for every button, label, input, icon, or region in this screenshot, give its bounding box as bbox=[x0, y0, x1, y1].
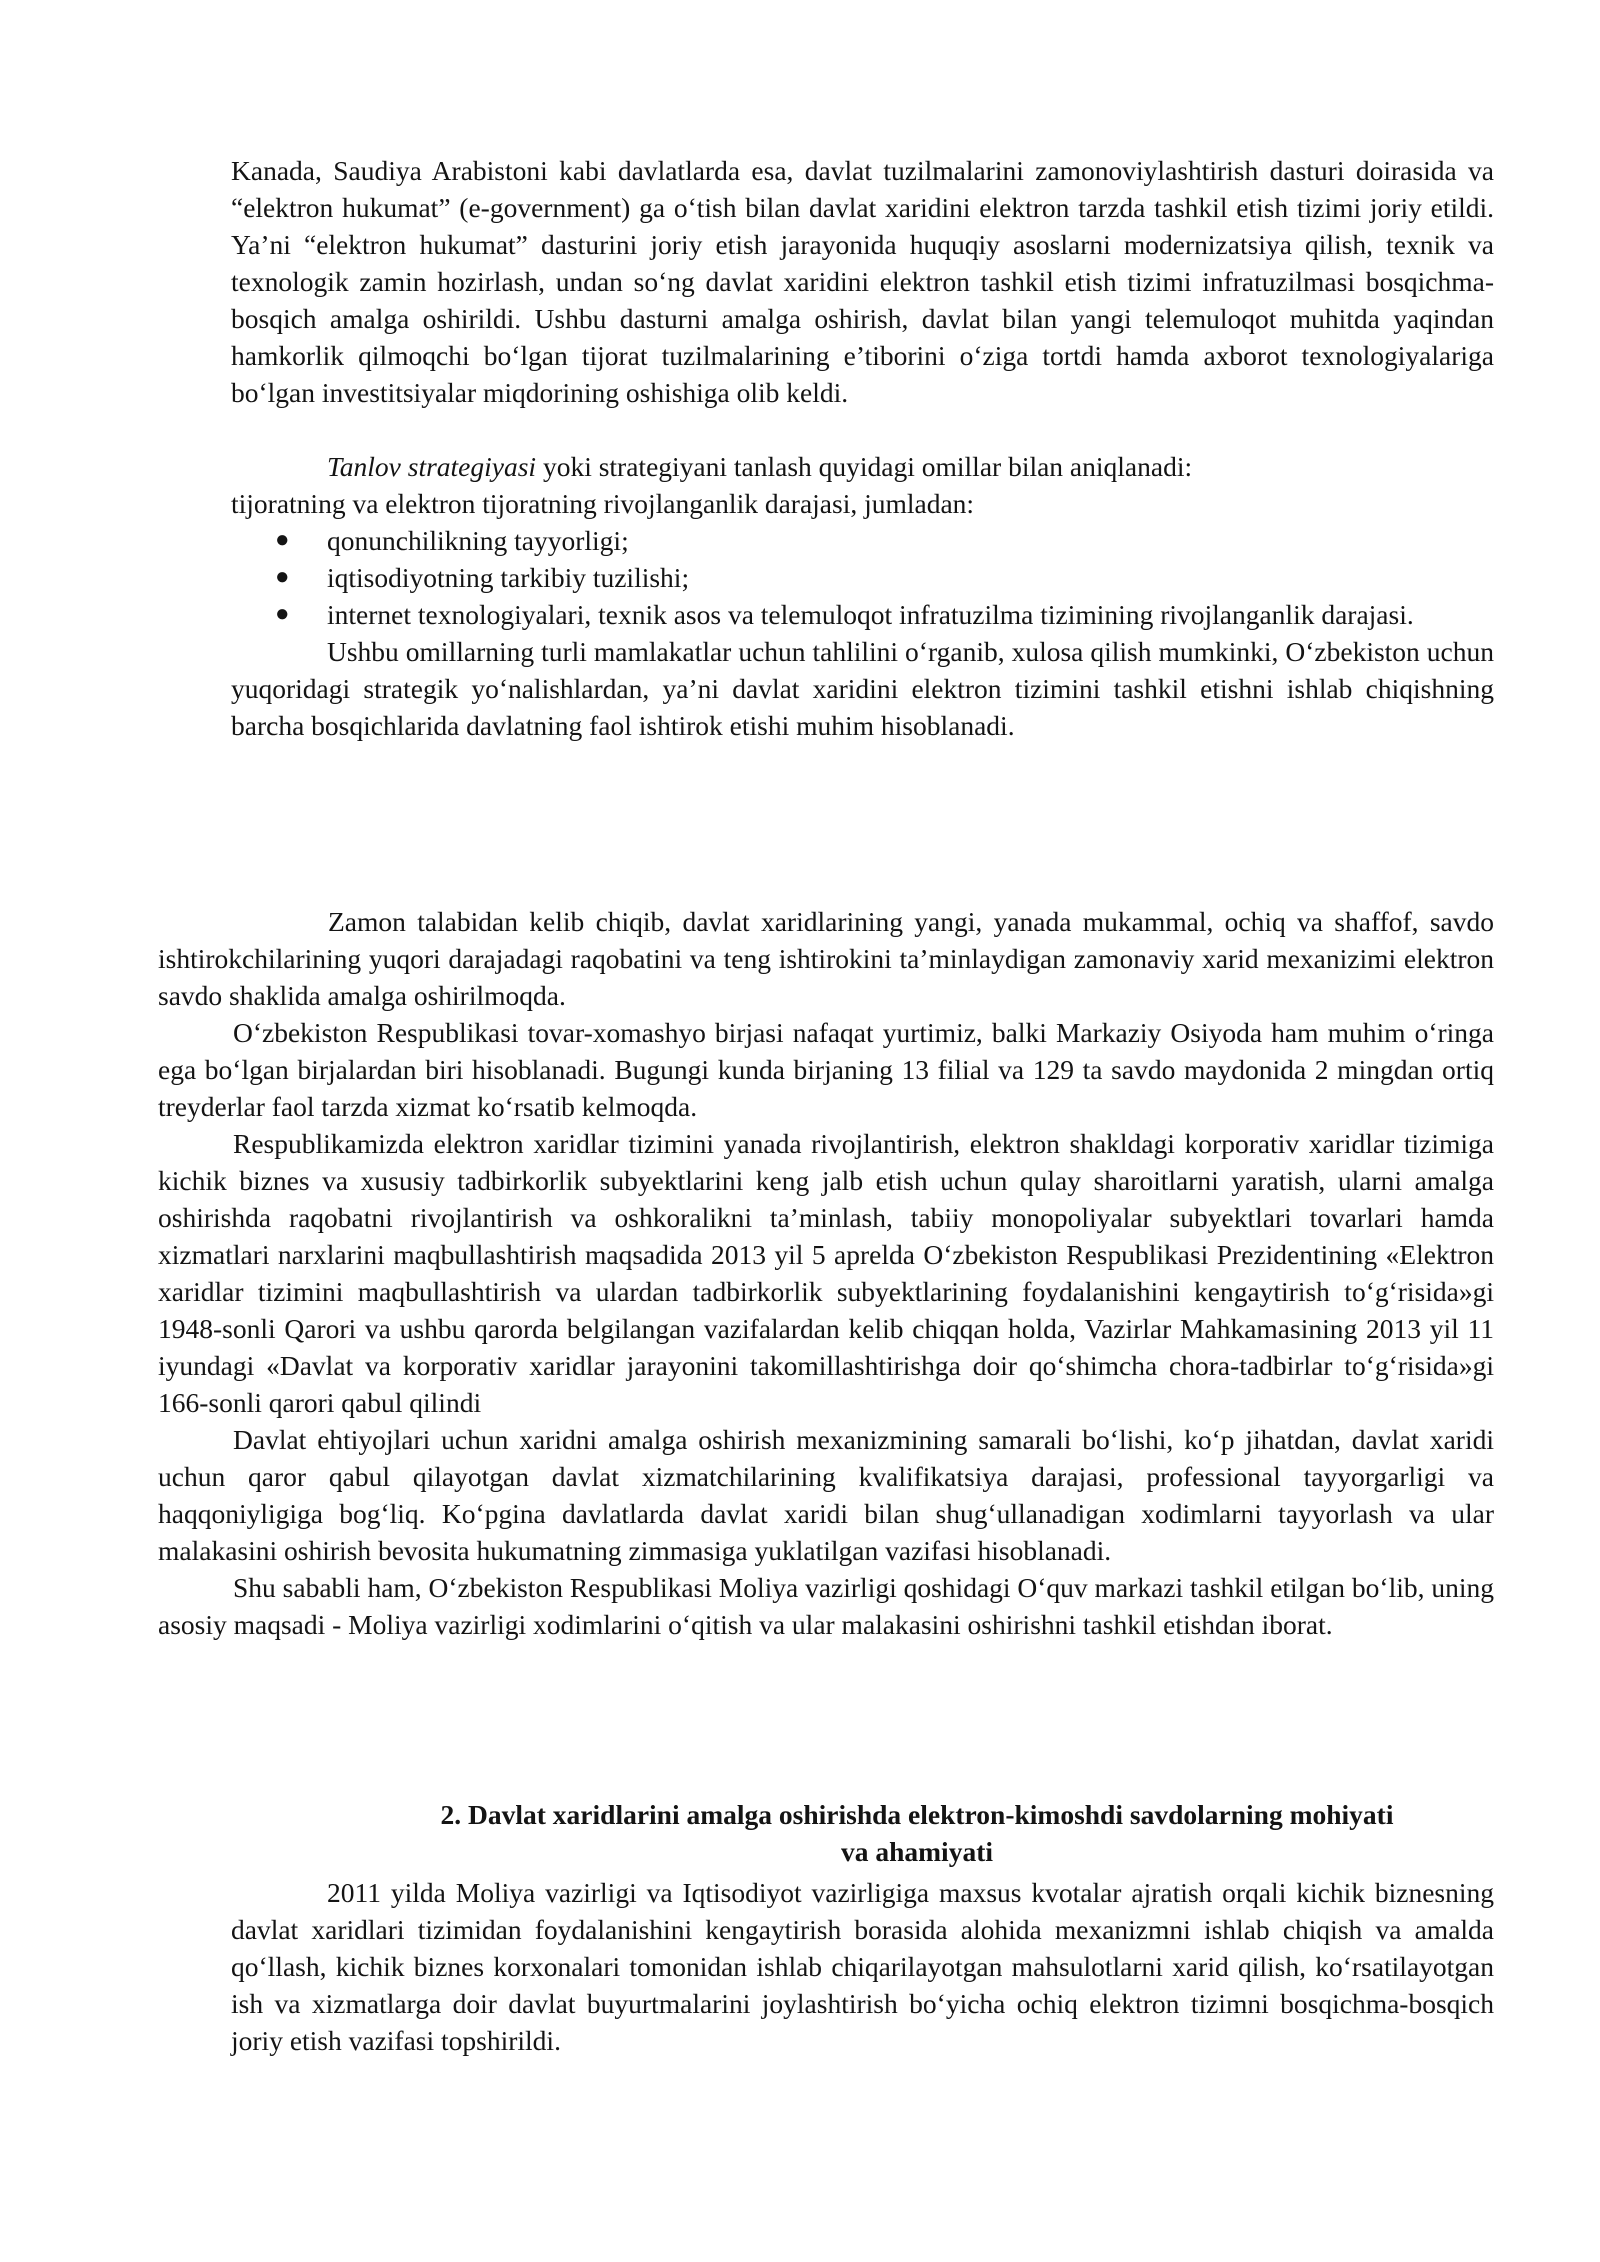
paragraph-strategy-line2: tijoratning va elektron tijoratning rivojlanganlik darajasi, jumladan: bbox=[231, 488, 975, 519]
paragraph-gap bbox=[231, 411, 1494, 448]
section-heading bbox=[340, 1796, 1494, 1870]
bullet-icon: ● bbox=[275, 527, 290, 553]
list-item-text: internet texnologiyalari, texnik asos va telemuloqot infratuzilma tizimining rivojlanganlik darajasi. bbox=[327, 599, 1414, 630]
paragraph-ehtiyoj: Davlat ehtiyojlari uchun xaridni amalga oshirish mexanizmining samarali bo‘lishi, ko‘p jihatdan, davlat xaridi uchun qaror qabul qilayotgan davlat xizmatchilarining kvalifikatsiya darajasi, professional tayyorgarligi va haqqoniyligiga bog‘liq. Ko‘pgina davlatlarda davlat xaridi bilan shug‘ullanadigan xodimlarni tayyorlash va ular malakasini oshirish bevosita hukumatning zimmasiga yuklatilgan vazifasi hisoblanadi. bbox=[158, 1424, 1494, 1566]
paragraph-zamon: Zamon talabidan kelib chiqib, davlat xaridlarining yangi, yanada mukammal, ochiq va shaffof, savdo ishtirokchilarining yuqori darajadagi raqobatini va teng ishtirokini ta’minlaydigan zamonaviy xarid mexanizimi elektron savdo shaklida amalga oshirilmoqda. bbox=[158, 906, 1494, 1011]
list-item bbox=[231, 596, 1494, 633]
paragraph-moliya: Shu sababli ham, O‘zbekiston Respublikasi Moliya vazirligi qoshidagi O‘quv markazi tashkil etilgan bo‘lib, uning asosiy maqsadi - Moliya vazirligi xodimlarini o‘qitish va ular malakasini oshirishni tashkil etishdan iborat. bbox=[158, 1572, 1494, 1640]
list-item-text: iqtisodiyotning tarkibiy tuzilishi; bbox=[327, 562, 690, 593]
section-auction bbox=[231, 1874, 1494, 2059]
paragraph-egovernment: Kanada, Saudiya Arabistoni kabi davlatlarda esa, davlat tuzilmalarini zamonoviylashtirish dasturi doirasida va “elektron hukumat” (e-government) ga o‘tish bilan davlat xaridini elektron tarzda tashkil etish tizimi joriy etildi. Ya’ni “elektron hukumat” dasturini joriy etish jarayonida huquqiy asoslarni modernizatsiya qilish, texnik va texnologik zamin hozirlash, undan so‘ng davlat xaridini elektron tashkil etish tizimi infratuzilmasi bosqichma-bosqich amalga oshirildi. Ushbu dasturni amalga oshirish, davlat bilan yangi telemuloqot muhitda yaqindan hamkorlik qilmoqchi bo‘lgan tijorat tuzilmalarining e’tiborini o‘ziga tortdi hamda axborot texnologiyalariga bo‘lgan investitsiyalar miqdorining oshishiga olib keldi. bbox=[231, 155, 1494, 408]
strategy-intro-text: yoki strategiyani tanlash quyidagi omillar bilan aniqlanadi: bbox=[536, 451, 1193, 482]
strategy-factors-list bbox=[231, 522, 1494, 633]
paragraph-conclusion: Ushbu omillarning turli mamlakatlar uchun tahlilini o‘rganib, xulosa qilish mumkinki, O‘zbekiston uchun yuqoridagi strategik yo‘nalishlardan, ya’ni davlat xaridini elektron tizimini tashkil etishni ishlab chiqishning barcha bosqichlarida davlatning faol ishtirok etishi muhim hisoblanadi. bbox=[231, 636, 1494, 741]
paragraph-strategy-intro bbox=[231, 448, 1494, 485]
heading-line-2: va ahamiyati bbox=[840, 1836, 993, 1867]
section-egovernment bbox=[231, 152, 1494, 744]
bullet-icon: ● bbox=[275, 564, 290, 590]
bullet-icon: ● bbox=[275, 601, 290, 627]
paragraph-respublika: Respublikamizda elektron xaridlar tizimini yanada rivojlantirish, elektron shakldagi korporativ xaridlar tizimiga kichik biznes va xususiy tadbirkorlik subyektlarini keng jalb etish uchun qulay sharoitlarni yaratish, ularni amalga oshirishda raqobatni rivojlantirish va oshkoralikni ta’minlash, tabiiy monopoliyalar subyektlari tovarlari hamda xizmatlari narxlarini maqbullashtirish maqsadida 2013 yil 5 aprelda O‘zbekiston Respublikasi Prezidentining «Elektron xaridlar tizimini maqbullashtirish va ulardan tadbirkorlik subyektlarining foydalanishini kengaytirish to‘g‘risida»gi 1948-sonli Qarori va ushbu qarorda belgilangan vazifalardan kelib chiqqan holda, Vazirlar Mahkamasining 2013 yil 11 iyundagi «Davlat va korporativ xaridlar jarayonini takomillashtirishga doir qo‘shimcha chora-tadbirlar to‘g‘risida»gi 166-sonli qarori qabul qilindi bbox=[158, 1128, 1494, 1418]
list-item bbox=[231, 559, 1494, 596]
paragraph-2011: 2011 yilda Moliya vazirligi va Iqtisodiyot vazirligiga maxsus kvotalar ajratish orqali kichik biznesning davlat xaridlari tizimidan foydalanishini kengaytirish borasida alohida mexanizmni ishlab chiqish va amalda qo‘llash, kichik biznes korxonalari tomonidan ishlab chiqarilayotgan mahsulotlarni xarid qilish, ko‘rsatilayotgan ish va xizmatlarga doir davlat buyurtmalarini joylashtirish bo‘yicha ochiq elektron tizimni bosqichma-bosqich joriy etish vazifasi topshirildi. bbox=[231, 1877, 1494, 2056]
strategy-term: Tanlov strategiyasi bbox=[327, 451, 537, 482]
list-item bbox=[231, 522, 1494, 559]
list-item-text: qonunchilikning tayyorligi; bbox=[327, 525, 629, 556]
heading-line-1: 2. Davlat xaridlarini amalga oshirishda elektron-kimoshdi savdolarning mohiyati bbox=[440, 1799, 1394, 1830]
paragraph-birja: O‘zbekiston Respublikasi tovar-xomashyo birjasi nafaqat yurtimiz, balki Markaziy Osiyoda ham muhim o‘ringa ega bo‘lgan birjalardan biri hisoblanadi. Bugungi kunda birjaning 13 filial va 129 ta savdo maydonida 2 mingdan ortiq treyderlar faol tarzda xizmat ko‘rsatib kelmoqda. bbox=[158, 1017, 1494, 1122]
section-electronic-procurement bbox=[158, 903, 1494, 1643]
